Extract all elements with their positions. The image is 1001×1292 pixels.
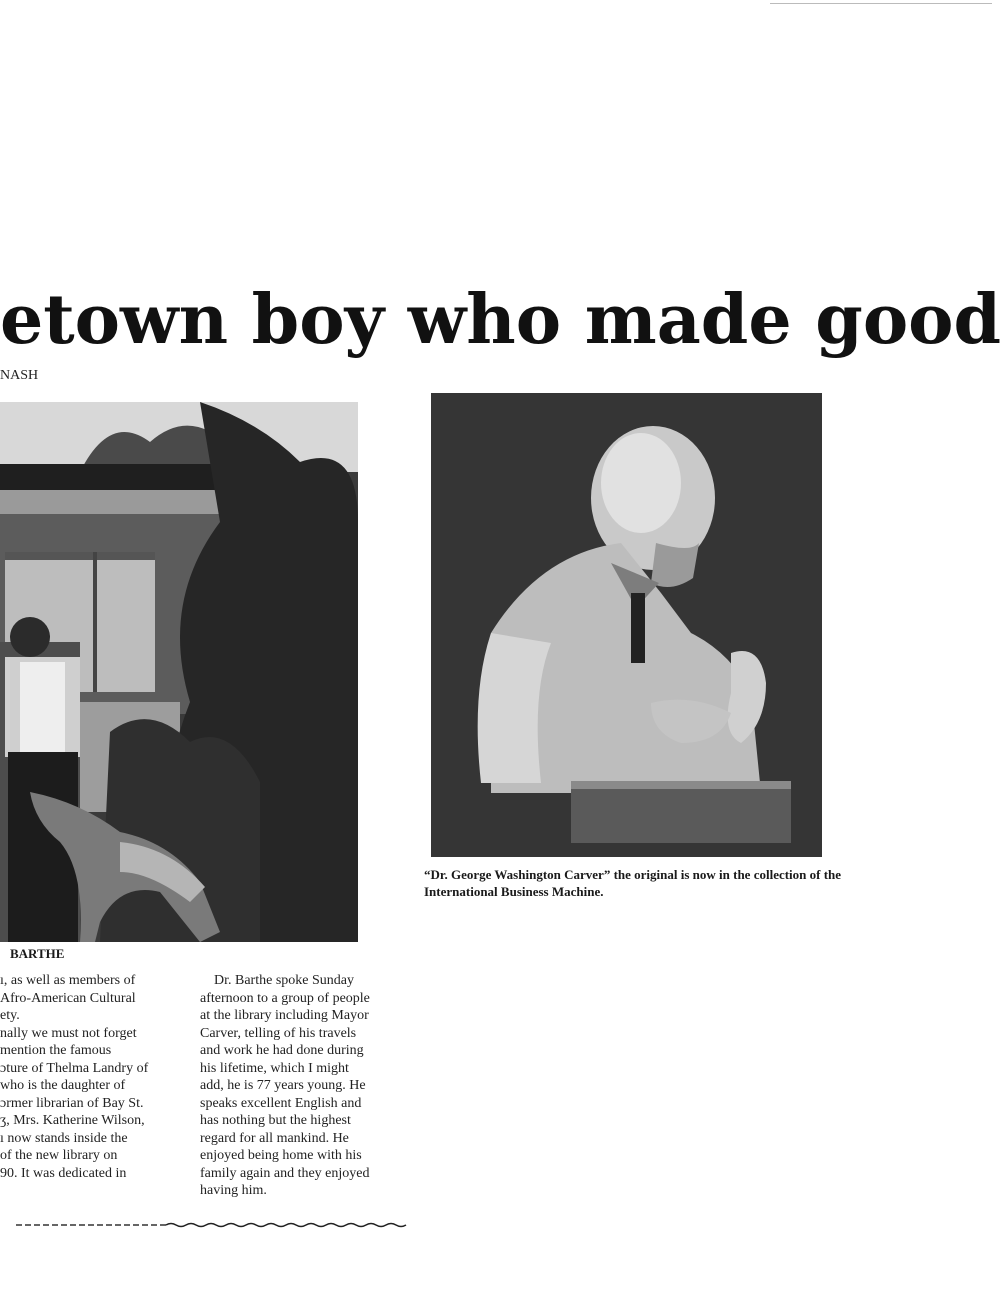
photo-carver-bust-sculpture <box>431 393 822 857</box>
column-line: enjoyed being home with his <box>200 1148 362 1163</box>
column-line: of the new library on <box>0 1148 118 1163</box>
article-column-left <box>0 972 184 1182</box>
column-line: mention the famous <box>0 1043 112 1058</box>
column-line: ɔture of Thelma Landry of <box>0 1060 149 1076</box>
column-line: ı, as well as members of <box>0 973 136 988</box>
photo-man-with-dog-at-house <box>0 402 358 942</box>
scan-edge-line <box>770 3 992 4</box>
column-line: nally we must not forget <box>0 1025 137 1041</box>
section-divider-rule <box>16 1215 408 1221</box>
column-line: Carver, telling of his travels <box>200 1025 357 1041</box>
column-line: regard for all mankind. He <box>200 1130 349 1146</box>
column-line: 90. It was dedicated in <box>0 1165 127 1181</box>
byline: NASH <box>0 368 39 383</box>
column-line: ɔrmer librarian of Bay St. <box>0 1095 144 1111</box>
column-line: Afro-American Cultural <box>0 990 136 1006</box>
headline: etown boy who made good <box>0 280 1001 360</box>
column-line: ʒ, Mrs. Katherine Wilson, <box>0 1113 145 1128</box>
column-line: afternoon to a group of people <box>200 990 370 1006</box>
photo-caption: “Dr. George Washington Carver” the original is now in the collection of the International Business Machine. <box>424 867 842 899</box>
column-line: ı now stands inside the <box>0 1130 128 1146</box>
column-line: speaks excellent English and <box>200 1095 362 1111</box>
column-line: at the library including Mayor <box>200 1008 369 1023</box>
column-line: his lifetime, which I might <box>200 1060 349 1076</box>
article-column-middle <box>200 972 410 1200</box>
column-line: who is the daughter of <box>0 1078 126 1093</box>
column-line: ety. <box>0 1008 20 1023</box>
photo-credit: BARTHE <box>10 946 65 961</box>
column-line: has nothing but the highest <box>200 1113 351 1128</box>
column-line: add, he is 77 years young. He <box>200 1078 366 1093</box>
column-line: and work he had done during <box>200 1043 364 1058</box>
column-line: Dr. Barthe spoke Sunday <box>214 973 354 988</box>
column-line: having him. <box>200 1183 267 1198</box>
column-line: family again and they enjoyed <box>200 1165 370 1181</box>
